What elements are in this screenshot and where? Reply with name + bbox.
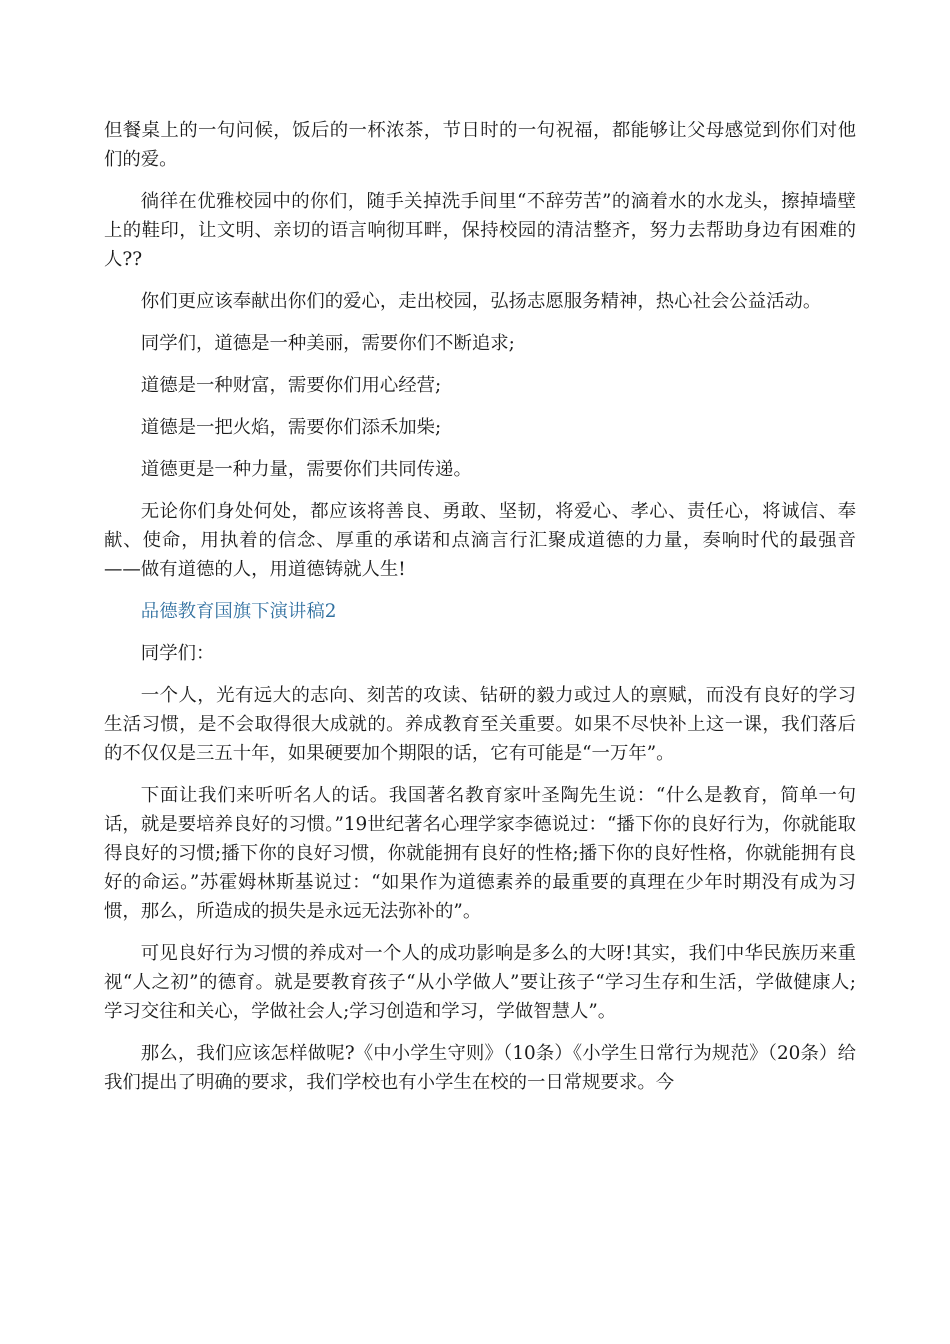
section-paragraph-quotes: 下面让我们来听听名人的话。我国著名教育家叶圣陶先生说：“什么是教育，简单一句话，就是要培养良好的习惯。”19世纪著名心理学家李德说过：“播下你的良好行为，你就能取得良好的习惯;播下你的良好习惯，你就能拥有良好的性格;播下你的良好性格，你就能拥有良好的命运。”苏霍姆林斯基说过：“如果作为道德素养的最重要的真理在少年时期没有成为习惯，那么，所造成的损失是永远无法弥补的”。: [104, 785, 856, 922]
paragraph-volunteer: 你们更应该奉献出你们的爱心，走出校园，弘扬志愿服务精神，热心社会公益活动。: [140, 291, 822, 312]
section-paragraph-rules: 那么，我们应该怎样做呢?《中小学生守则》（10条）《小学生日常行为规范》（20条）给我们提出了明确的要求，我们学校也有小学生在校的一日常规要求。今: [104, 1043, 856, 1093]
paragraph-continuation: 但餐桌上的一句问候，饭后的一杯浓茶，节日时的一句祝福，都能够让父母感觉到你们对他们的爱。: [104, 120, 856, 170]
paragraph-morality-flame: 道德是一把火焰，需要你们添禾加柴;: [140, 417, 442, 438]
paragraph-morality-power: 道德更是一种力量，需要你们共同传递。: [140, 459, 472, 480]
document-body: [104, 116, 856, 1110]
section-paragraph-education: 可见良好行为习惯的养成对一个人的成功影响是多么的大呀!其实，我们中华民族历来重视“人之初”的德育。就是要教育孩子“从小学做人”要让孩子“学习生存和生活，学做健康人;学习交往和关心，学做社会人;学习创造和学习，学做智慧人”。: [104, 943, 856, 1022]
section-paragraph-habits: 一个人，光有远大的志向、刻苦的攻读、钻研的毅力或过人的禀赋，而没有良好的学习生活习惯，是不会取得很大成就的。养成教育至关重要。如果不尽快补上这一课，我们落后的不仅仅是三五十年，如果硬要加个期限的话，它有可能是“一万年”。: [104, 685, 856, 764]
paragraph-morality-wealth: 道德是一种财富，需要你们用心经营;: [140, 375, 442, 396]
section-greeting: 同学们：: [140, 643, 215, 664]
paragraph-campus: 徜徉在优雅校园中的你们，随手关掉洗手间里“不辞劳苦”的滴着水的水龙头，擦掉墙壁上的鞋印，让文明、亲切的语言响彻耳畔，保持校园的清洁整齐，努力去帮助身边有困难的人??: [104, 191, 856, 270]
paragraph-conclusion: 无论你们身处何处，都应该将善良、勇敢、坚韧，将爱心、孝心、责任心，将诚信、奉献、使命，用执着的信念、厚重的承诺和点滴言行汇聚成道德的力量，奏响时代的最强音——做有道德的人，用道德铸就人生!: [104, 501, 856, 580]
paragraph-morality-beauty: 同学们，道德是一种美丽，需要你们不断追求;: [140, 333, 515, 354]
section-heading: 品德教育国旗下演讲稿2: [140, 601, 337, 622]
